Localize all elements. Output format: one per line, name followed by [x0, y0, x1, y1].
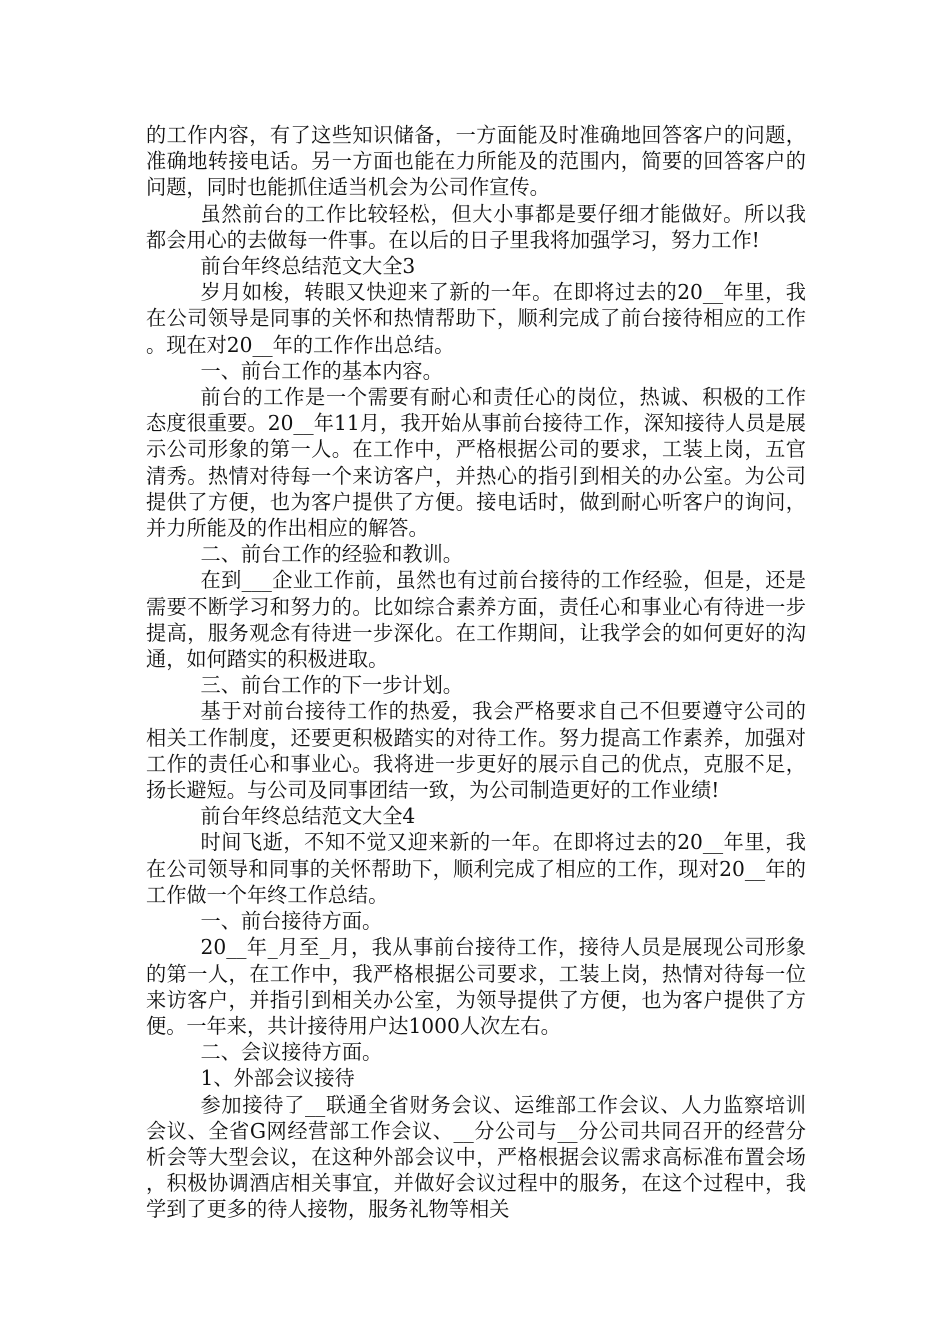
document-page: [146, 122, 806, 1223]
paragraph-body: 虽然前台的工作比较轻松，但大小事都是要仔细才能做好。所以我都会用心的去做每一件事。在以后的日子里我将加强学习，努力工作!: [146, 201, 806, 252]
section-title-4: 前台年终总结范文大全4: [200, 804, 416, 829]
paragraph-body: 在到___企业工作前，虽然也有过前台接待的工作经验，但是，还是需要不断学习和努力的。比如综合素养方面，责任心和事业心有待进一步提高，服务观念有待进一步深化。在工作期间，让我学会的如何更好的沟通，如何踏实的积极进取。: [146, 568, 806, 672]
paragraph-body: 岁月如梭，转眼又快迎来了新的一年。在即将过去的20__年里，我在公司领导是同事的关怀和热情帮助下，顺利完成了前台接待相应的工作。现在对20__年的工作作出总结。: [146, 280, 806, 357]
paragraph-continuation: 的工作内容，有了这些知识储备，一方面能及时准确地回答客户的问题，准确地转接电话。另一方面也能在力所能及的范围内，简要的回答客户的问题，同时也能抓住适当机会为公司作宣传。: [146, 123, 806, 200]
paragraph-body: 参加接待了__联通全省财务会议、运维部工作会议、人力监察培训会议、全省G网经营部工作会议、__分公司与__分公司共同召开的经营分析会等大型会议，在这种外部会议中，严格根据会议需求高标准布置会场，积极协调酒店相关事宜，并做好会议过程中的服务，在这个过程中，我学到了更多的待人接物，服务礼物等相关: [146, 1092, 806, 1222]
section-title-3: 前台年终总结范文大全3: [200, 254, 416, 279]
subheading-basic-content: 一、前台工作的基本内容。: [200, 358, 443, 383]
subheading-experience: 二、前台工作的经验和教训。: [200, 542, 463, 567]
paragraph-body: 基于对前台接待工作的热爱，我会严格要求自己不但要遵守公司的相关工作制度，还要更积极踏实的对待工作。努力提高工作素养，加强对工作的责任心和事业心。我将进一步更好的展示自己的优点，克服不足，扬长避短。与公司及同事团结一致，为公司制造更好的工作业绩!: [146, 699, 806, 803]
paragraph-body: 前台的工作是一个需要有耐心和责任心的岗位，热诚、积极的工作态度很重要。20__年11月，我开始从事前台接待工作，深知接待人员是展示公司形象的第一人。在工作中，严格根据公司的要求，工装上岗，五官清秀。热情对待每一个来访客户，并热心的指引到相关的办公室。为公司提供了方便，也为客户提供了方便。接电话时，做到耐心听客户的询问，并力所能及的作出相应的解答。: [146, 385, 806, 541]
paragraph-body: 20__年_月至_月，我从事前台接待工作，接待人员是展现公司形象的第一人，在工作中，我严格根据公司要求，工装上岗，热情对待每一位来访客户，并指引到相关办公室，为领导提供了方便，也为客户提供了方便。一年来，共计接待用户达1000人次左右。: [146, 935, 806, 1038]
paragraph-body: 时间飞逝，不知不觉又迎来新的一年。在即将过去的20__年里，我在公司领导和同事的关怀帮助下，顺利完成了相应的工作，现对20__年的工作做一个年终工作总结。: [146, 830, 806, 907]
subheading-external-meeting: 1、外部会议接待: [200, 1066, 355, 1091]
subheading-meeting-reception: 二、会议接待方面。: [200, 1040, 383, 1065]
subheading-reception: 一、前台接待方面。: [200, 909, 383, 934]
subheading-next-plan: 三、前台工作的下一步计划。: [200, 673, 463, 698]
